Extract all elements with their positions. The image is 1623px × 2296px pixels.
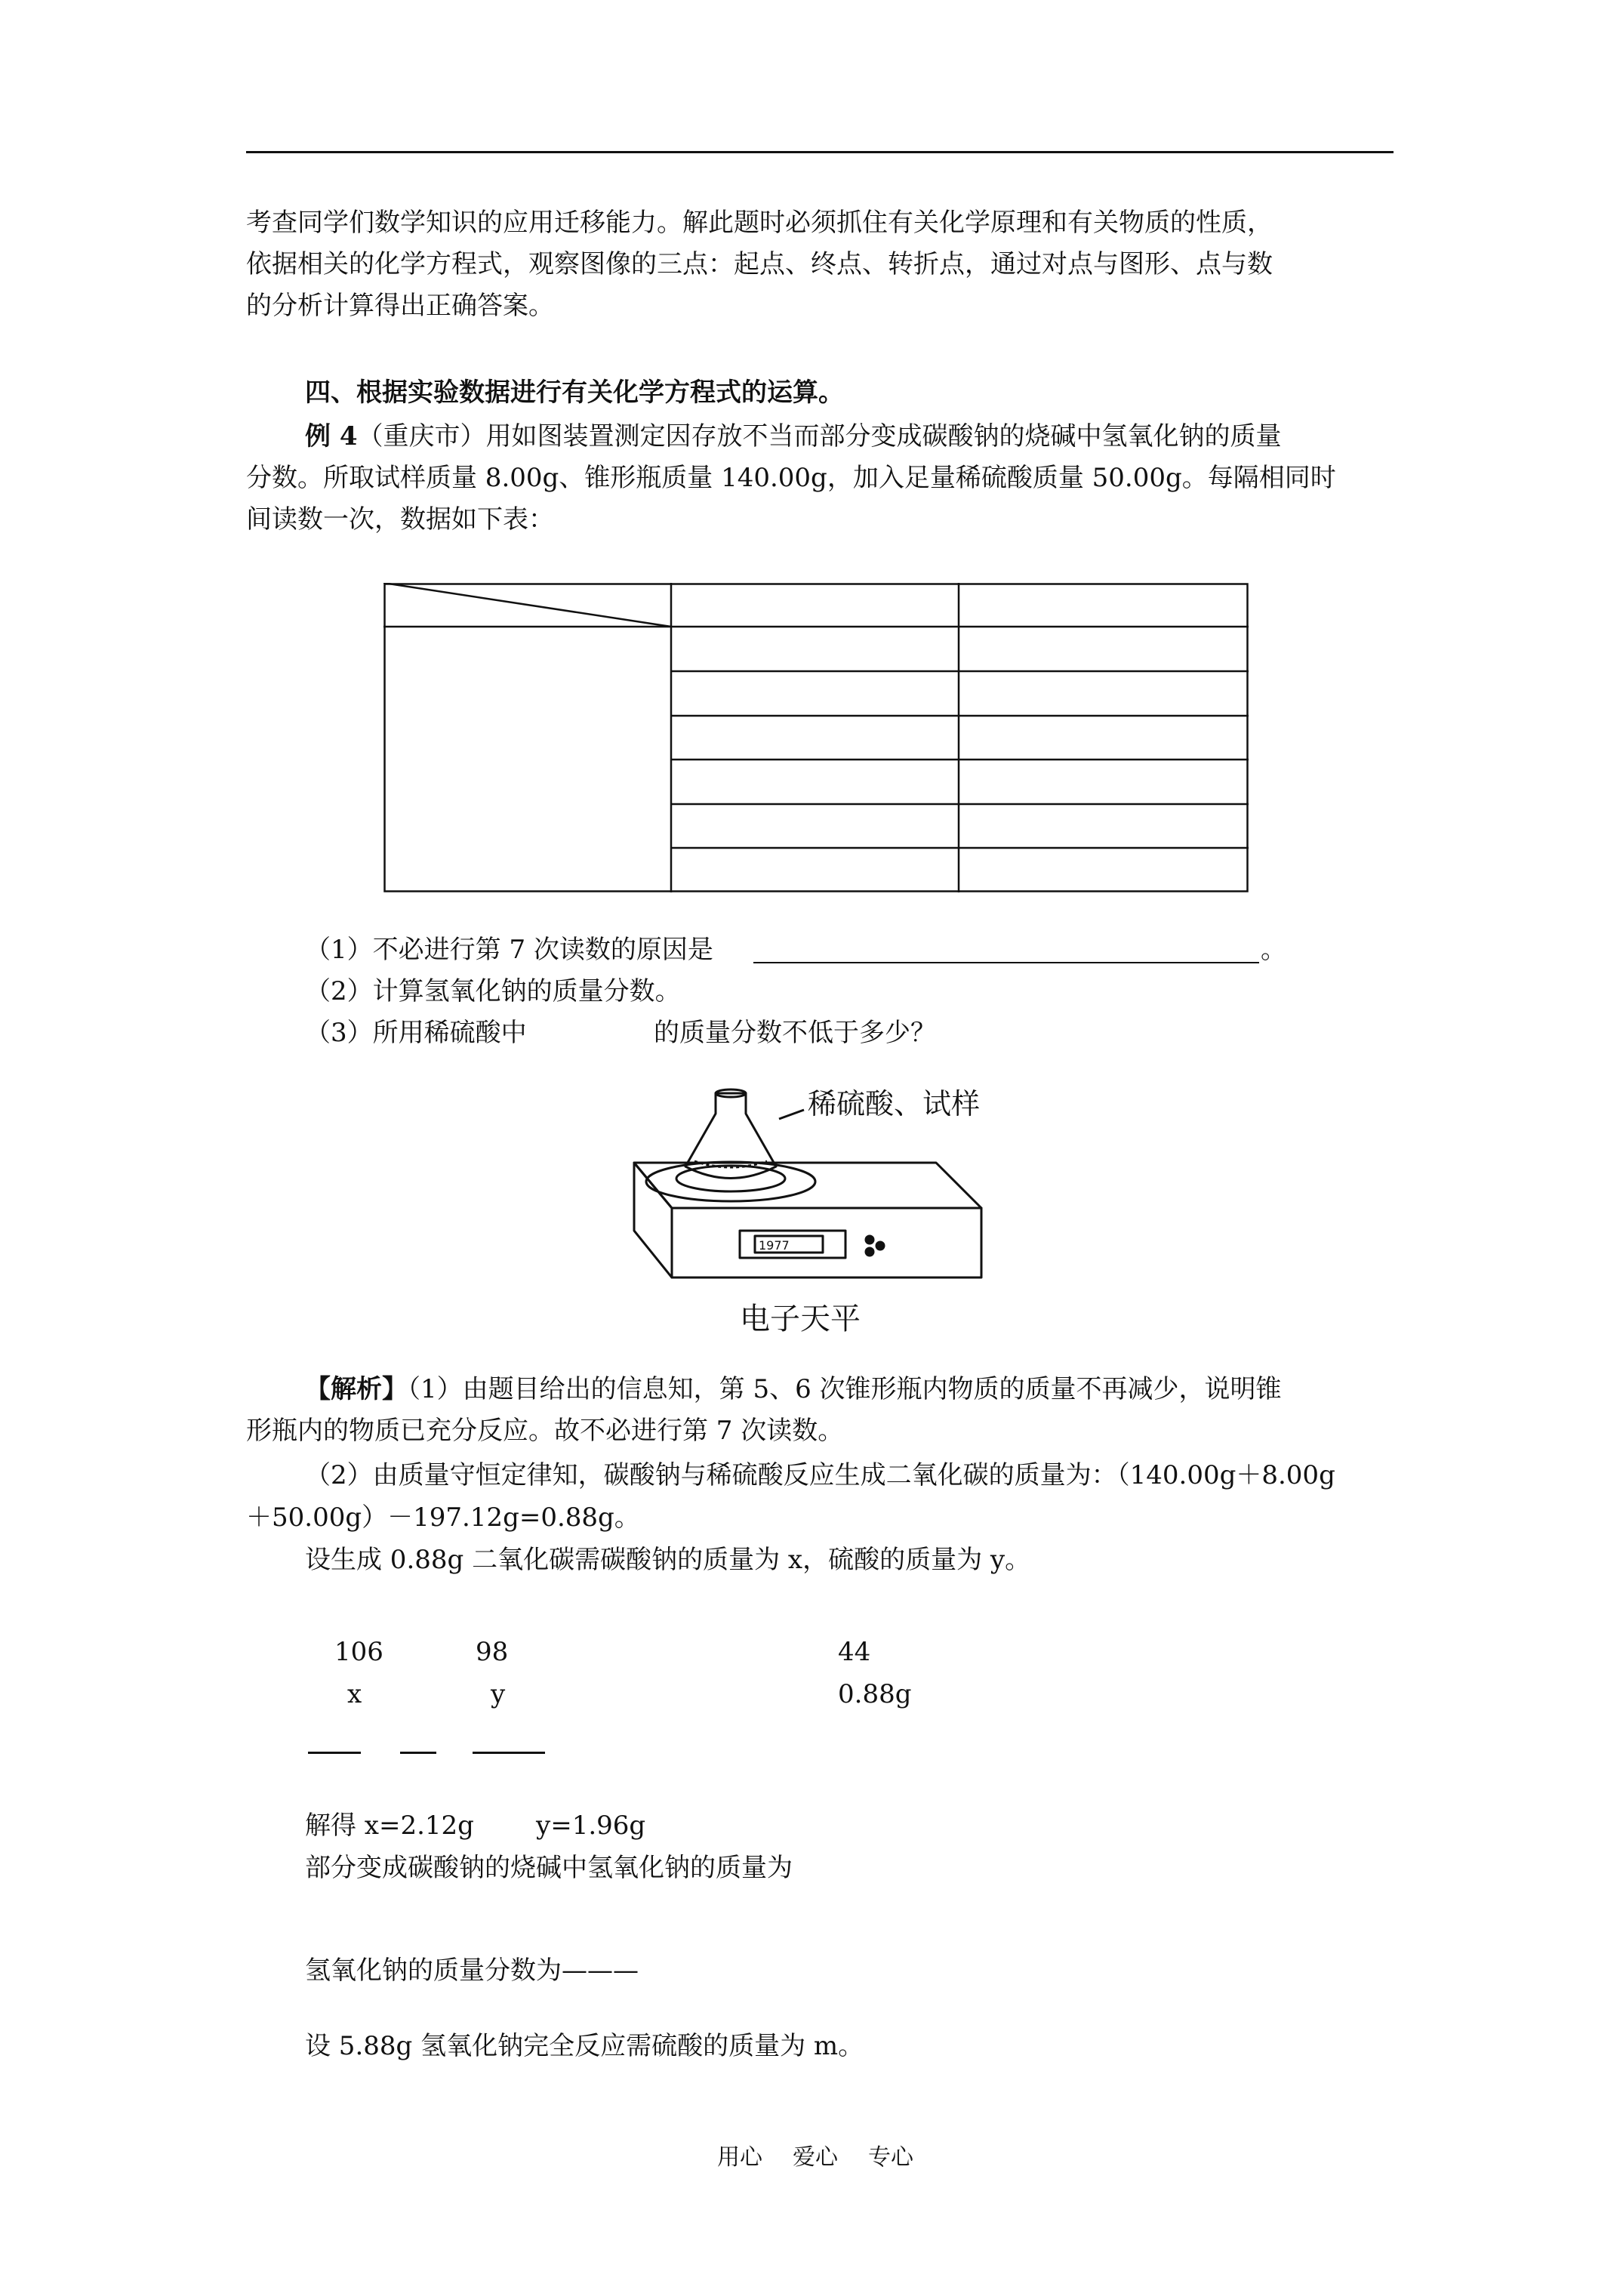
balance-side-panel <box>634 1163 672 1277</box>
naoh-fraction-line: 氢氧化钠的质量分数为——— <box>305 1955 639 1986</box>
molar-mass-na2co3: 106 <box>334 1637 383 1667</box>
table-header-diagonal <box>383 583 671 627</box>
question-2: （2）计算氢氧化钠的质量分数。 <box>305 976 681 1006</box>
question-3-part-2: 的质量分数不低于多少？ <box>654 1018 936 1048</box>
question-3-part-1: （3）所用稀硫酸中 <box>305 1018 527 1048</box>
analysis-line-4: ＋50.00g）－197.12g=0.88g。 <box>246 1502 640 1533</box>
set-m-line: 设 5.88g 氢氧化钠完全反应需硫酸的质量为 m。 <box>305 2031 864 2061</box>
given-co2-mass: 0.88g <box>838 1679 912 1709</box>
analysis-line-2: 形瓶内的物质已充分反应。故不必进行第 7 次读数。 <box>246 1416 844 1446</box>
example-line-3: 间读数一次，数据如下表： <box>246 504 554 535</box>
fraction-bar <box>400 1752 436 1754</box>
example-line-1 <box>305 421 1282 451</box>
footer-text-1: 用心 <box>717 2144 762 2171</box>
unknown-x: x <box>347 1679 362 1709</box>
footer-text-3: 专心 <box>868 2144 913 2171</box>
label-pointer-line <box>779 1110 804 1119</box>
unknown-y: y <box>491 1679 506 1709</box>
balance-button-icon <box>876 1242 884 1250</box>
intro-line-2: 依据相关的化学方程式，观察图像的三点：起点、终点、转折点，通过对点与图形、点与数 <box>246 249 1273 279</box>
example-line-1-text: （重庆市）用如图装置测定因存放不当而部分变成碳酸钠的烧碱中氢氧化钠的质量 <box>357 421 1282 451</box>
solve-x: 解得 x=2.12g <box>305 1811 474 1841</box>
molar-mass-h2so4: 98 <box>476 1637 509 1667</box>
intro-line-3: 的分析计算得出正确答案。 <box>246 291 554 321</box>
example-label: 例 4 <box>305 421 358 451</box>
fraction-bar <box>308 1752 361 1754</box>
balance-display-reading: 1977 <box>759 1238 790 1253</box>
figure-label-bottom: 电子天平 <box>740 1302 861 1336</box>
table-border <box>385 584 1248 892</box>
example-line-2: 分数。所取试样质量 8.00g、锥形瓶质量 140.00g，加入足量稀硫酸质量 50.00g。每隔相同时 <box>246 463 1336 493</box>
question-1-end: 。 <box>1261 935 1286 965</box>
solve-y: y=1.96g <box>536 1811 646 1841</box>
naoh-mass-line: 部分变成碳酸钠的烧碱中氢氧化钠的质量为 <box>305 1853 793 1883</box>
electronic-balance-figure <box>604 1080 1027 1351</box>
molar-mass-co2: 44 <box>838 1637 871 1667</box>
question-1: （1）不必进行第 7 次读数的原因是 <box>305 935 713 965</box>
intro-line-1: 考查同学们数学知识的应用迁移能力。解此题时必须抓住有关化学原理和有关物质的性质， <box>246 208 1273 238</box>
analysis-line-1-text: （1）由题目给出的信息知，第 5、6 次锥形瓶内物质的质量不再减少，说明锥 <box>408 1374 1282 1404</box>
header-rule <box>246 151 1394 153</box>
analysis-line-1 <box>305 1374 1282 1404</box>
balance-button-icon <box>866 1248 873 1256</box>
figure-label-top: 稀硫酸、试样 <box>808 1087 981 1120</box>
fraction-bar <box>473 1752 545 1754</box>
balance-front-panel <box>672 1208 981 1277</box>
analysis-line-3: （2）由质量守恒定律知，碳酸钠与稀硫酸反应生成二氧化碳的质量为：（140.00g＋8.00g <box>305 1460 1335 1490</box>
data-table <box>383 583 1249 892</box>
analysis-line-5: 设生成 0.88g 二氧化碳需碳酸钠的质量为 x，硫酸的质量为 y。 <box>305 1545 1031 1575</box>
section-heading: 四、根据实验数据进行有关化学方程式的运算。 <box>305 378 844 408</box>
question-1-blank <box>753 962 1259 963</box>
footer-text-2: 爱心 <box>793 2144 838 2171</box>
analysis-label: 【解析】 <box>305 1374 408 1404</box>
balance-button-icon <box>866 1236 873 1244</box>
